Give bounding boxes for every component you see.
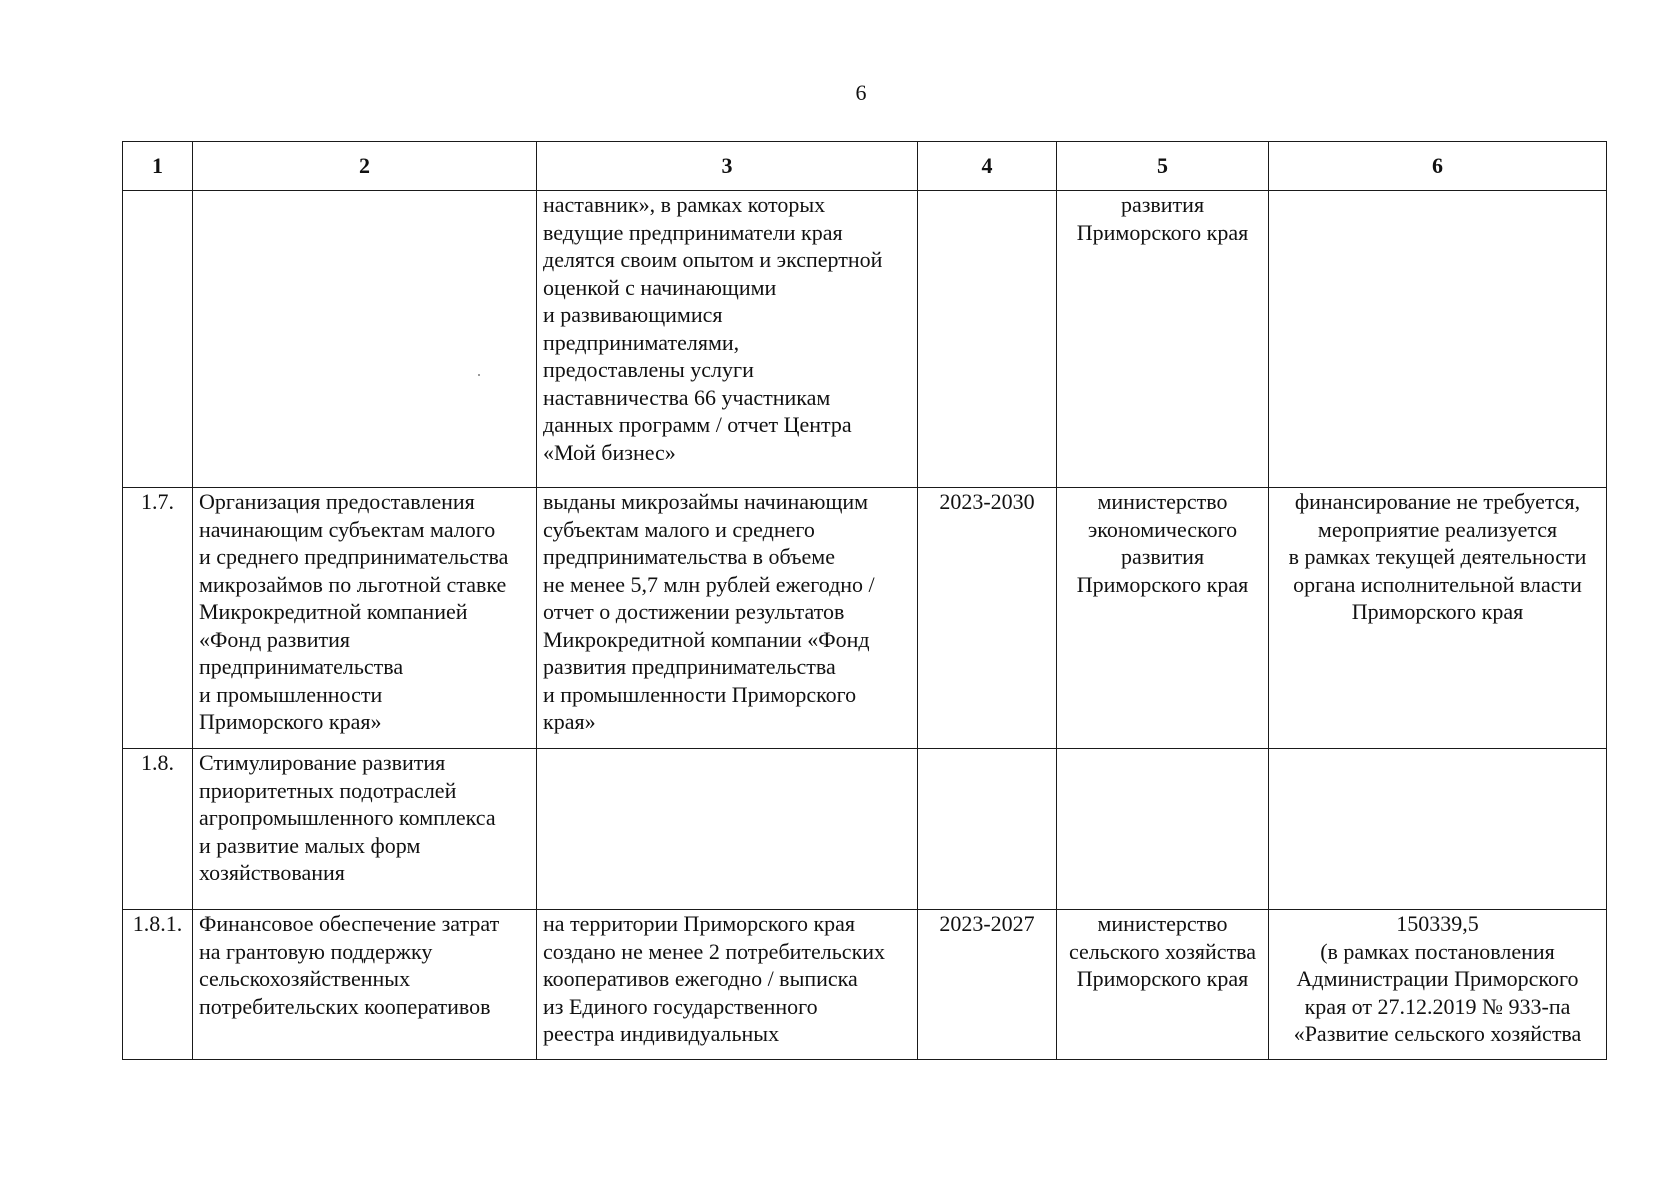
table-row bbox=[123, 191, 1607, 488]
period: 2023-2030 bbox=[918, 488, 1057, 749]
expected-result: на территории Приморского края создано не менее 2 потребительских кооперативов ежегодно / выписка из Единого государственного реестра индивидуальных bbox=[537, 910, 918, 1060]
event-name: Стимулирование развития приоритетных подотраслей агропромышленного комплекса и развитие малых форм хозяйствования bbox=[193, 749, 537, 910]
expected-result: выданы микрозаймы начинающим субъектам малого и среднего предпринимательства в объеме не менее 5,7 млн рублей ежегодно / отчет о достижении результатов Микрокредитной компании «Фонд развития предпринимательства и промышленности Приморского края» bbox=[537, 488, 918, 749]
event-name: Финансовое обеспечение затрат на грантовую поддержку сельскохозяйственных потребительских кооперативов bbox=[193, 910, 537, 1060]
header-col-1: 1 bbox=[123, 142, 193, 191]
event-name: Организация предоставления начинающим субъектам малого и среднего предпринимательства микрозаймов по льготной ставке Микрокредитной компанией «Фонд развития предпринимательства и промышленности Приморского края» bbox=[193, 488, 537, 749]
period: 2023-2027 bbox=[918, 910, 1057, 1060]
row-number: 1.7. bbox=[123, 488, 193, 749]
table-row bbox=[123, 749, 1607, 910]
expected-result: наставник», в рамках которых ведущие предприниматели края делятся своим опытом и экспертной оценкой с начинающими и развивающимися предпринимателями, предоставлены услуги наставничества 66 участникам данных программ / отчет Центра «Мой бизнес» bbox=[537, 191, 918, 488]
row-number: 1.8. bbox=[123, 749, 193, 910]
funding: 150339,5 (в рамках постановления Администрации Приморского края от 27.12.2019 № 933-па «Развитие сельского хозяйства bbox=[1269, 910, 1607, 1060]
funding bbox=[1269, 191, 1607, 488]
executor bbox=[1057, 749, 1269, 910]
table-header-row bbox=[123, 142, 1607, 191]
scan-speck bbox=[478, 374, 480, 376]
executor: министерство сельского хозяйства Приморского края bbox=[1057, 910, 1269, 1060]
funding: финансирование не требуется, мероприятие реализуется в рамках текущей деятельности органа исполнительной власти Приморского края bbox=[1269, 488, 1607, 749]
event-name bbox=[193, 191, 537, 488]
row-number: 1.8.1. bbox=[123, 910, 193, 1060]
header-col-6: 6 bbox=[1269, 142, 1607, 191]
table-row bbox=[123, 910, 1607, 1060]
row-number bbox=[123, 191, 193, 488]
plan-table bbox=[122, 141, 1607, 1060]
header-col-4: 4 bbox=[918, 142, 1057, 191]
period bbox=[918, 191, 1057, 488]
executor: министерство экономического развития Приморского края bbox=[1057, 488, 1269, 749]
funding bbox=[1269, 749, 1607, 910]
header-col-3: 3 bbox=[537, 142, 918, 191]
header-col-5: 5 bbox=[1057, 142, 1269, 191]
header-col-2: 2 bbox=[193, 142, 537, 191]
expected-result bbox=[537, 749, 918, 910]
executor: развития Приморского края bbox=[1057, 191, 1269, 488]
page-number: 6 bbox=[855, 80, 867, 105]
table-row bbox=[123, 488, 1607, 749]
period bbox=[918, 749, 1057, 910]
